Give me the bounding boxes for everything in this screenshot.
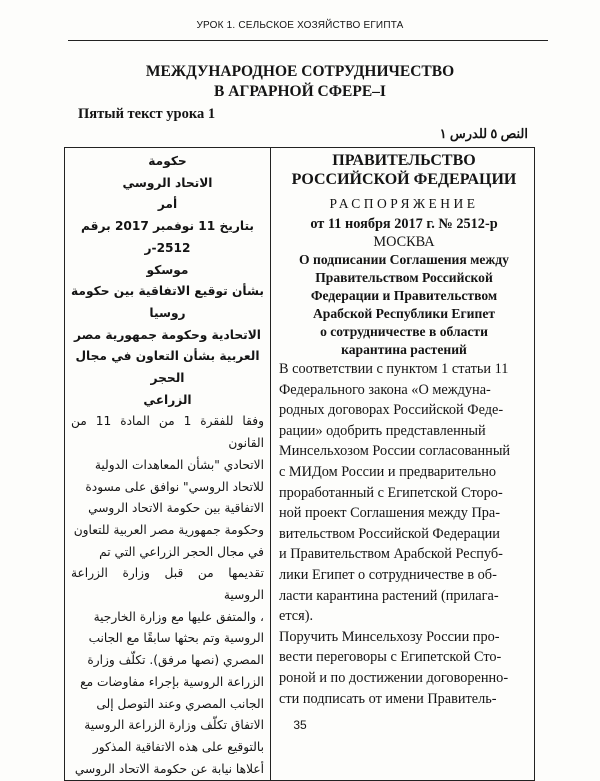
order-body-line: вительством Российской Федерации [279,525,500,542]
order-body-line: ной проект Соглашения между Пра- [279,505,501,522]
order-body-line: В соответствии с пунктом 1 статьи 11 [279,361,509,377]
government-heading [279,151,529,189]
arabic-body-line: بالتوقيع على هذه الاتفاقية المذكور [92,739,264,754]
order-body-line: ласти карантина растений (прилага- [279,587,499,604]
order-body-line: рации» одобрить представленный [279,422,486,439]
order-paragraph-2 [279,627,529,709]
order-body-line: вести переговоры с Египетской Сто- [279,649,502,666]
arabic-body-line: للاتحاد الروسي" نوافق على مسودة [85,479,264,494]
section-title-line: МЕЖДУНАРОДНОЕ СОТРУДНИЧЕСТВО [145,63,455,80]
arabic-body-line: تقديمها من قبل وزارة الزراعة الروسية [71,566,264,603]
arabic-body-line: الاتحادي "بشأن المعاهدات الدولية [94,457,264,472]
arabic-heading [71,151,264,411]
arabic-body-line: في مجال الحجر الزراعي التي تم [99,544,264,559]
order-body-line: с МИДом России и предварительно [279,463,497,480]
section-title [0,62,600,102]
order-title: РАСПОРЯЖЕНИЕ [329,196,479,211]
arabic-body-line: وفقا للفقرة 1 من المادة 11 من القانون [71,414,264,451]
arabic-heading-line: موسكو [146,262,189,277]
arabic-body-line: الاتفاق تكلّف وزارة الزراعة الروسية [84,718,264,733]
header-rule [68,40,548,41]
text-label: Пятый текст урока 1 [78,106,216,122]
order-body-line: Поручить Минсельхозу России про- [279,628,500,645]
order-subject-line: Арабской Республики Египет [312,306,496,321]
order-subject-line: о сотрудничестве в области [320,324,488,339]
arabic-heading-line: حكومة [148,154,187,168]
arabic-body-line: وحكومة جمهورية مصر العربية للتعاون [73,522,264,537]
order-subject-line: Правительством Российской [315,270,493,285]
arabic-text-label: النص ٥ للدرس ١ [439,126,528,141]
arabic-body-line: أعلاها نيابة عن حكومة الاتحاد الروسي [74,761,264,776]
order-city: МОСКВА [373,234,435,250]
arabic-body-line: الزراعة الروسية بإجراء مفاوضات مع [80,674,264,689]
arabic-column [65,148,271,781]
page-number: 35 [293,718,307,732]
arabic-body-line: الجانب المصري وعند التوصل إلى [96,696,264,711]
section-title-line: В АГРАРНОЙ СФЕРЕ–I [214,83,386,100]
running-head: УРОК 1. СЕЛЬСКОЕ ХОЗЯЙСТВО ЕГИПТА [196,20,404,31]
order-body-line: и Правительством Арабской Респуб- [279,546,503,563]
order-subject [279,251,529,359]
government-heading-line: РОССИЙСКОЙ ФЕДЕРАЦИИ [291,171,517,188]
order-body-line: сти подписать от имени Правитель- [279,690,497,707]
order-body-line: Минсельхозом России согласованный [279,443,511,460]
arabic-heading-line: بشأن توقيع الاتفاقية بين حكومة روسيا [71,284,264,320]
order-body [279,359,529,709]
order-body-line: ется). [279,608,314,625]
order-subject-line: Федерации и Правительством [310,288,498,303]
government-heading-line: ПРАВИТЕЛЬСТВО [332,152,476,169]
arabic-heading-line: الزراعي [143,392,192,407]
order-subject-line: карантина растений [341,342,467,357]
order-body-line: родных договорах Российской Феде- [279,402,504,419]
parallel-text-table [64,147,535,781]
order-subject-line: О подписании Соглашения между [299,252,509,267]
arabic-heading-line: الاتحاد الروسي [122,175,213,190]
order-body-line: Федерального закона «О междуна- [279,381,491,398]
order-body-line: лики Египет о сотрудничестве в об- [279,566,497,583]
order-body-line: роной и по достижении договоренно- [279,669,509,686]
order-date: от 11 ноября 2017 г. № 2512-р [310,216,498,232]
arabic-heading-line: بتاريخ 11 نوفمبر 2017 برقم 2512-ر [80,219,254,255]
arabic-heading-line: أمر [157,197,178,212]
order-body-line: проработанный с Египетской Сторо- [279,484,503,501]
arabic-heading-line: الاتحادية وحكومة جمهورية مصر [74,327,261,342]
russian-column [271,148,535,781]
arabic-body-line: الاتفاقية بين حكومة الاتحاد الروسي [88,501,264,516]
arabic-body-line: ، والمتفق عليها مع وزارة الخارجية [93,609,264,624]
arabic-body-line: المصري (نصها مرفق). تكلّف وزارة [87,653,264,668]
order-paragraph-1 [279,359,529,627]
arabic-heading-line: العربية بشأن التعاون في مجال الحجر [75,349,260,386]
arabic-body-line: الروسية وتم بحثها سابقًا مع الجانب [88,631,264,646]
